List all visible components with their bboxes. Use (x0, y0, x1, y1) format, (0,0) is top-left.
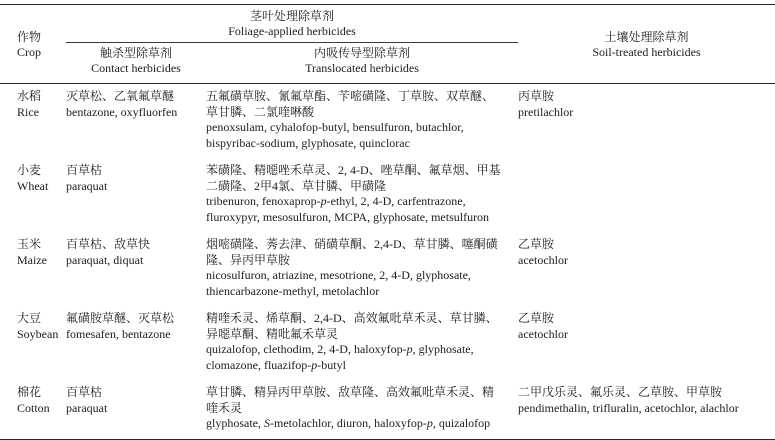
header-translocated-zh: 内吸传导型除草剂 (313, 46, 410, 60)
cell-soil-herbicides (518, 84, 775, 159)
cell-translocated-herbicides (206, 306, 518, 380)
soil-zh: 二甲戊乐灵、氟乐灵、乙草胺、甲草胺 (518, 385, 723, 399)
translocated-zh: 草甘膦、精异丙甲草胺、敌草隆、高效氟吡草禾灵、精喹禾灵 (206, 385, 495, 415)
header-crop (0, 5, 66, 84)
table-row-soybean (0, 306, 775, 380)
cell-translocated-herbicides (206, 380, 518, 439)
contact-zh: 百草枯、敌草快 (66, 237, 151, 251)
cell-crop (0, 306, 66, 380)
soil-en: pretilachlor (518, 104, 574, 119)
header-crop-en: Crop (17, 44, 41, 59)
cell-crop (0, 380, 66, 439)
translocated-zh: 精喹禾灵、烯草酮、2,4-D、高效氟吡草禾灵、草甘膦、异噁草酮、精吡氟禾草灵 (206, 311, 498, 341)
contact-zh: 百草枯 (66, 385, 103, 399)
cell-contact-herbicides (66, 158, 206, 232)
cell-crop (0, 232, 66, 306)
cell-contact-herbicides (66, 306, 206, 380)
table-body (0, 84, 775, 440)
crop-name-zh: 棉花 (17, 385, 42, 399)
table-row-wheat (0, 158, 775, 232)
cell-contact-herbicides (66, 380, 206, 439)
translocated-en: quizalofop, clethodim, 2, 4-D, haloxyfop-p, glyphosate, clomazone, fluazifop-p-butyl (206, 342, 474, 372)
table-header (0, 5, 775, 84)
header-crop-zh: 作物 (17, 29, 42, 44)
cell-translocated-herbicides (206, 232, 518, 306)
translocated-zh: 苯磺隆、精噁唑禾草灵、2, 4-D、唑草酮、氟草烟、甲基二磺隆、2甲4氯、草甘膦、甲磺隆 (206, 163, 501, 193)
table-row-cotton (0, 380, 775, 439)
contact-en: bentazone, oxyfluorfen (66, 104, 178, 119)
soil-zh: 乙草胺 (518, 311, 555, 325)
header-foliage-zh: 茎叶处理除草剂 (249, 9, 334, 23)
header-foliage-group (66, 5, 518, 43)
header-soil-en: Soil-treated herbicides (592, 44, 701, 59)
cell-translocated-herbicides (206, 84, 518, 159)
crop-name-zh: 小麦 (17, 163, 42, 177)
crop-name-en: Maize (17, 252, 47, 267)
contact-en: paraquat, diquat (66, 252, 144, 267)
header-soil (518, 5, 775, 84)
cell-soil-herbicides (518, 158, 775, 232)
contact-en: paraquat (66, 400, 108, 415)
cell-translocated-herbicides (206, 158, 518, 232)
contact-zh: 氟磺胺草醚、灭草松 (66, 311, 175, 325)
soil-en: pendimethalin, trifluralin, acetochlor, alachlor (518, 400, 739, 415)
translocated-en: tribenuron, fenoxaprop-p-ethyl, 2, 4-D, carfentrazone, fluroxypyr, mesosulfuron, MCPA, glyphosate, metsulfuron (206, 194, 490, 224)
header-translocated-en: Translocated herbicides (305, 61, 419, 75)
header-soil-zh: 土壤处理除草剂 (604, 29, 689, 44)
header-contact-en: Contact herbicides (91, 61, 181, 75)
table-row-maize (0, 232, 775, 306)
crop-name-en: Cotton (17, 400, 50, 415)
header-row-group (0, 5, 775, 43)
contact-zh: 灭草松、乙氧氟草醚 (66, 89, 175, 103)
translocated-en: glyphosate, S-metolachlor, diuron, haloxyfop-p, quizalofop (206, 416, 491, 430)
contact-en: paraquat (66, 178, 108, 193)
crop-name-en: Soybean (17, 326, 59, 341)
soil-en: acetochlor (518, 326, 568, 341)
header-contact-zh: 触杀型除草剂 (99, 46, 172, 60)
crop-name-en: Rice (17, 104, 39, 119)
table-row-rice (0, 84, 775, 159)
translocated-en: nicosulfuron, atriazine, mesotrione, 2, 4-D, glyphosate, thiencarbazone-methyl, metolachlor (206, 268, 471, 298)
translocated-zh: 烟嘧磺隆、莠去津、硝磺草酮、2,4-D、草甘膦、噻酮磺隆、异丙甲草胺 (206, 237, 498, 267)
contact-en: fomesafen, bentazone (66, 326, 171, 341)
soil-zh: 丙草胺 (518, 89, 555, 103)
cell-contact-herbicides (66, 84, 206, 159)
crop-name-en: Wheat (17, 178, 49, 193)
cell-crop (0, 158, 66, 232)
cell-soil-herbicides (518, 232, 775, 306)
cell-crop (0, 84, 66, 159)
crop-name-zh: 水稻 (17, 89, 42, 103)
soil-en: acetochlor (518, 252, 568, 267)
crop-name-zh: 玉米 (17, 237, 42, 251)
cell-soil-herbicides (518, 306, 775, 380)
cell-soil-herbicides (518, 380, 775, 439)
translocated-zh: 五氟磺草胺、氰氟草酯、苄嘧磺隆、丁草胺、双草醚、草甘膦、二氯喹啉酸 (206, 89, 495, 119)
header-contact (66, 43, 206, 84)
header-foliage-en: Foliage-applied herbicides (228, 24, 356, 38)
translocated-en: penoxsulam, cyhalofop-butyl, bensulfuron, butachlor, bispyribac-sodium, glyphosate, quinclorac (206, 120, 464, 150)
contact-zh: 百草枯 (66, 163, 103, 177)
crop-name-zh: 大豆 (17, 311, 42, 325)
cell-contact-herbicides (66, 232, 206, 306)
header-translocated (206, 43, 518, 84)
herbicide-table (0, 4, 775, 440)
soil-zh: 乙草胺 (518, 237, 555, 251)
